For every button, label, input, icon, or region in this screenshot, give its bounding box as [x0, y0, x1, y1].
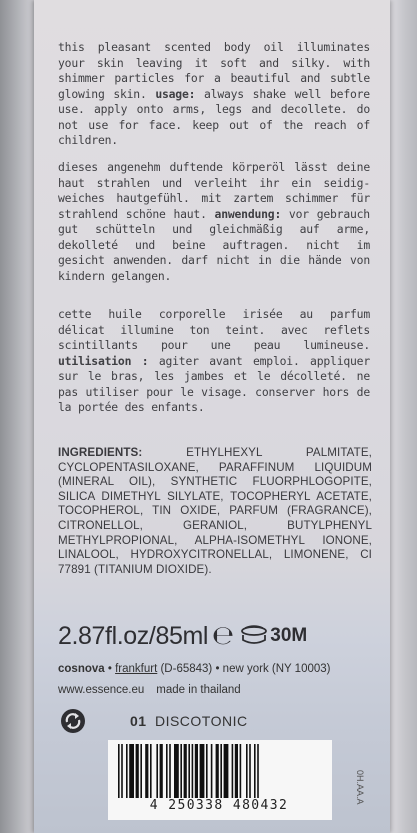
box-side-flap: [0, 0, 34, 833]
product-box-back: [34, 0, 390, 833]
barcode-bar: [160, 744, 163, 798]
barcode-digits: 4 250338 480432: [149, 798, 289, 813]
english-body: this pleasant scented body oil illuminates your skin leaving it soft and silky. with shimmer particles for a beautiful and subtle glowing skin.: [58, 40, 370, 101]
barcode-bar: [136, 744, 139, 798]
german-usage-label: anwendung:: [214, 206, 282, 221]
barcode: [108, 740, 332, 820]
barcode-bars: [116, 744, 322, 800]
barcode-bar: [169, 744, 171, 798]
barcode-bar: [121, 744, 123, 798]
english-usage-label: usage:: [155, 86, 196, 101]
barcode-bar: [254, 744, 256, 798]
barcode-bar: [246, 744, 248, 798]
address-city: frankfurt: [115, 663, 158, 675]
barcode-bar: [188, 744, 190, 798]
website-line: [58, 684, 241, 696]
barcode-bar: [195, 744, 198, 798]
brand-name: cosnova: [58, 663, 105, 675]
german-description: [58, 160, 370, 284]
barcode-bar: [156, 744, 158, 798]
open-jar-icon: [240, 625, 268, 647]
barcode-bar: [224, 744, 229, 798]
barcode-bar: [220, 744, 222, 798]
barcode-bar: [140, 744, 142, 798]
volume-row: [58, 616, 307, 656]
barcode-bar: [174, 744, 179, 798]
barcode-bar: [145, 744, 148, 798]
barcode-bar: [257, 744, 259, 798]
barcode-bar: [206, 744, 208, 798]
german-usage-text: vor gebrauch gut schütteln und gleichmäßig auf arme, dekolleté und beine auftragen. nicht im gesicht anwenden. darf nicht in die hände von kindern gelangen.: [58, 206, 370, 283]
address-separator-2: •: [212, 663, 223, 675]
barcode-bar: [235, 744, 238, 798]
french-usage-label: utilisation :: [58, 353, 149, 368]
period-after-opening: 30M: [270, 625, 308, 646]
barcode-bar: [150, 744, 152, 798]
barcode-bar: [129, 744, 134, 798]
barcode-bar: [118, 744, 120, 798]
french-body: cette huile corporelle irisée au parfum délicat illumine ton teint. avec reflets scintillants pour une peau lumineuse.: [58, 307, 370, 352]
barcode-bar: [126, 744, 128, 798]
address-city-2: new york (NY 10003): [222, 663, 331, 675]
barcode-bar: [240, 744, 242, 798]
english-description: [58, 40, 370, 149]
website-link: www.essence.eu: [58, 684, 145, 696]
english-usage-text: always shake well before use. apply onto arms, legs and decollete. do not use for face. keep out of the reach of children.: [58, 86, 370, 147]
french-description: [58, 307, 370, 416]
german-body: dieses angenehm duftende körperöl lässt deine haut strahlen und verleiht ihr ein seidig-weiches hautgefühl. mit zartem schimmer für strahlend schöne haut.: [58, 160, 370, 221]
estimated-sign: ℮: [212, 621, 235, 651]
barcode-bar: [184, 744, 187, 798]
address-separator-1: •: [104, 663, 116, 675]
manufacturer-address: [58, 663, 330, 675]
barcode-bar: [166, 744, 168, 798]
volume-amount: 2.87fl.oz/85ml: [58, 621, 209, 650]
shade-label: [130, 713, 248, 729]
address-postcode: (D-65843): [157, 663, 213, 675]
ingredients-label: INGREDIENTS:: [58, 446, 143, 459]
shade-name: DISCOTONIC: [154, 713, 248, 729]
barcode-bar: [192, 744, 194, 798]
country-of-origin: made in thailand: [156, 684, 241, 696]
ingredients-text: ETHYLHEXYL PALMITATE, CYCLOPENTASILOXANE, PARAFFINUM LIQUIDUM (MINERAL OIL), SYNTHETIC FLUORPHLOGOPITE, SILICA DIMETHYL SILYLATE, TOCOPHERYL ACETATE, TOCOPHEROL, TIN OXIDE, PARFUM (FRAGRANCE), CITRONELLOL, GERANIOL, BUTYLPHENYL METHYLPROPIONAL, ALPHA-ISOMETHYL IONONE, LINALOOL, HYDROXYCITRONELLAL, LIMONENE, CI 77891 (TITANIUM DIOXIDE).: [58, 446, 372, 576]
barcode-bar: [232, 744, 234, 798]
barcode-bar: [200, 744, 205, 798]
shade-number: 01: [130, 713, 147, 729]
french-usage-text: agiter avant emploi. appliquer sur le bras, les jambes et le décolleté. ne pas utiliser pour le visage. conserver hors de la portée des enfants.: [58, 353, 370, 414]
ingredients-list: [58, 446, 372, 577]
batch-code: 0H.AA.A: [355, 770, 365, 805]
recycle-arrows-icon: [60, 708, 86, 734]
barcode-bar: [216, 744, 219, 798]
barcode-bar: [180, 744, 182, 798]
barcode-bar: [211, 744, 213, 798]
barcode-bar: [249, 744, 251, 798]
